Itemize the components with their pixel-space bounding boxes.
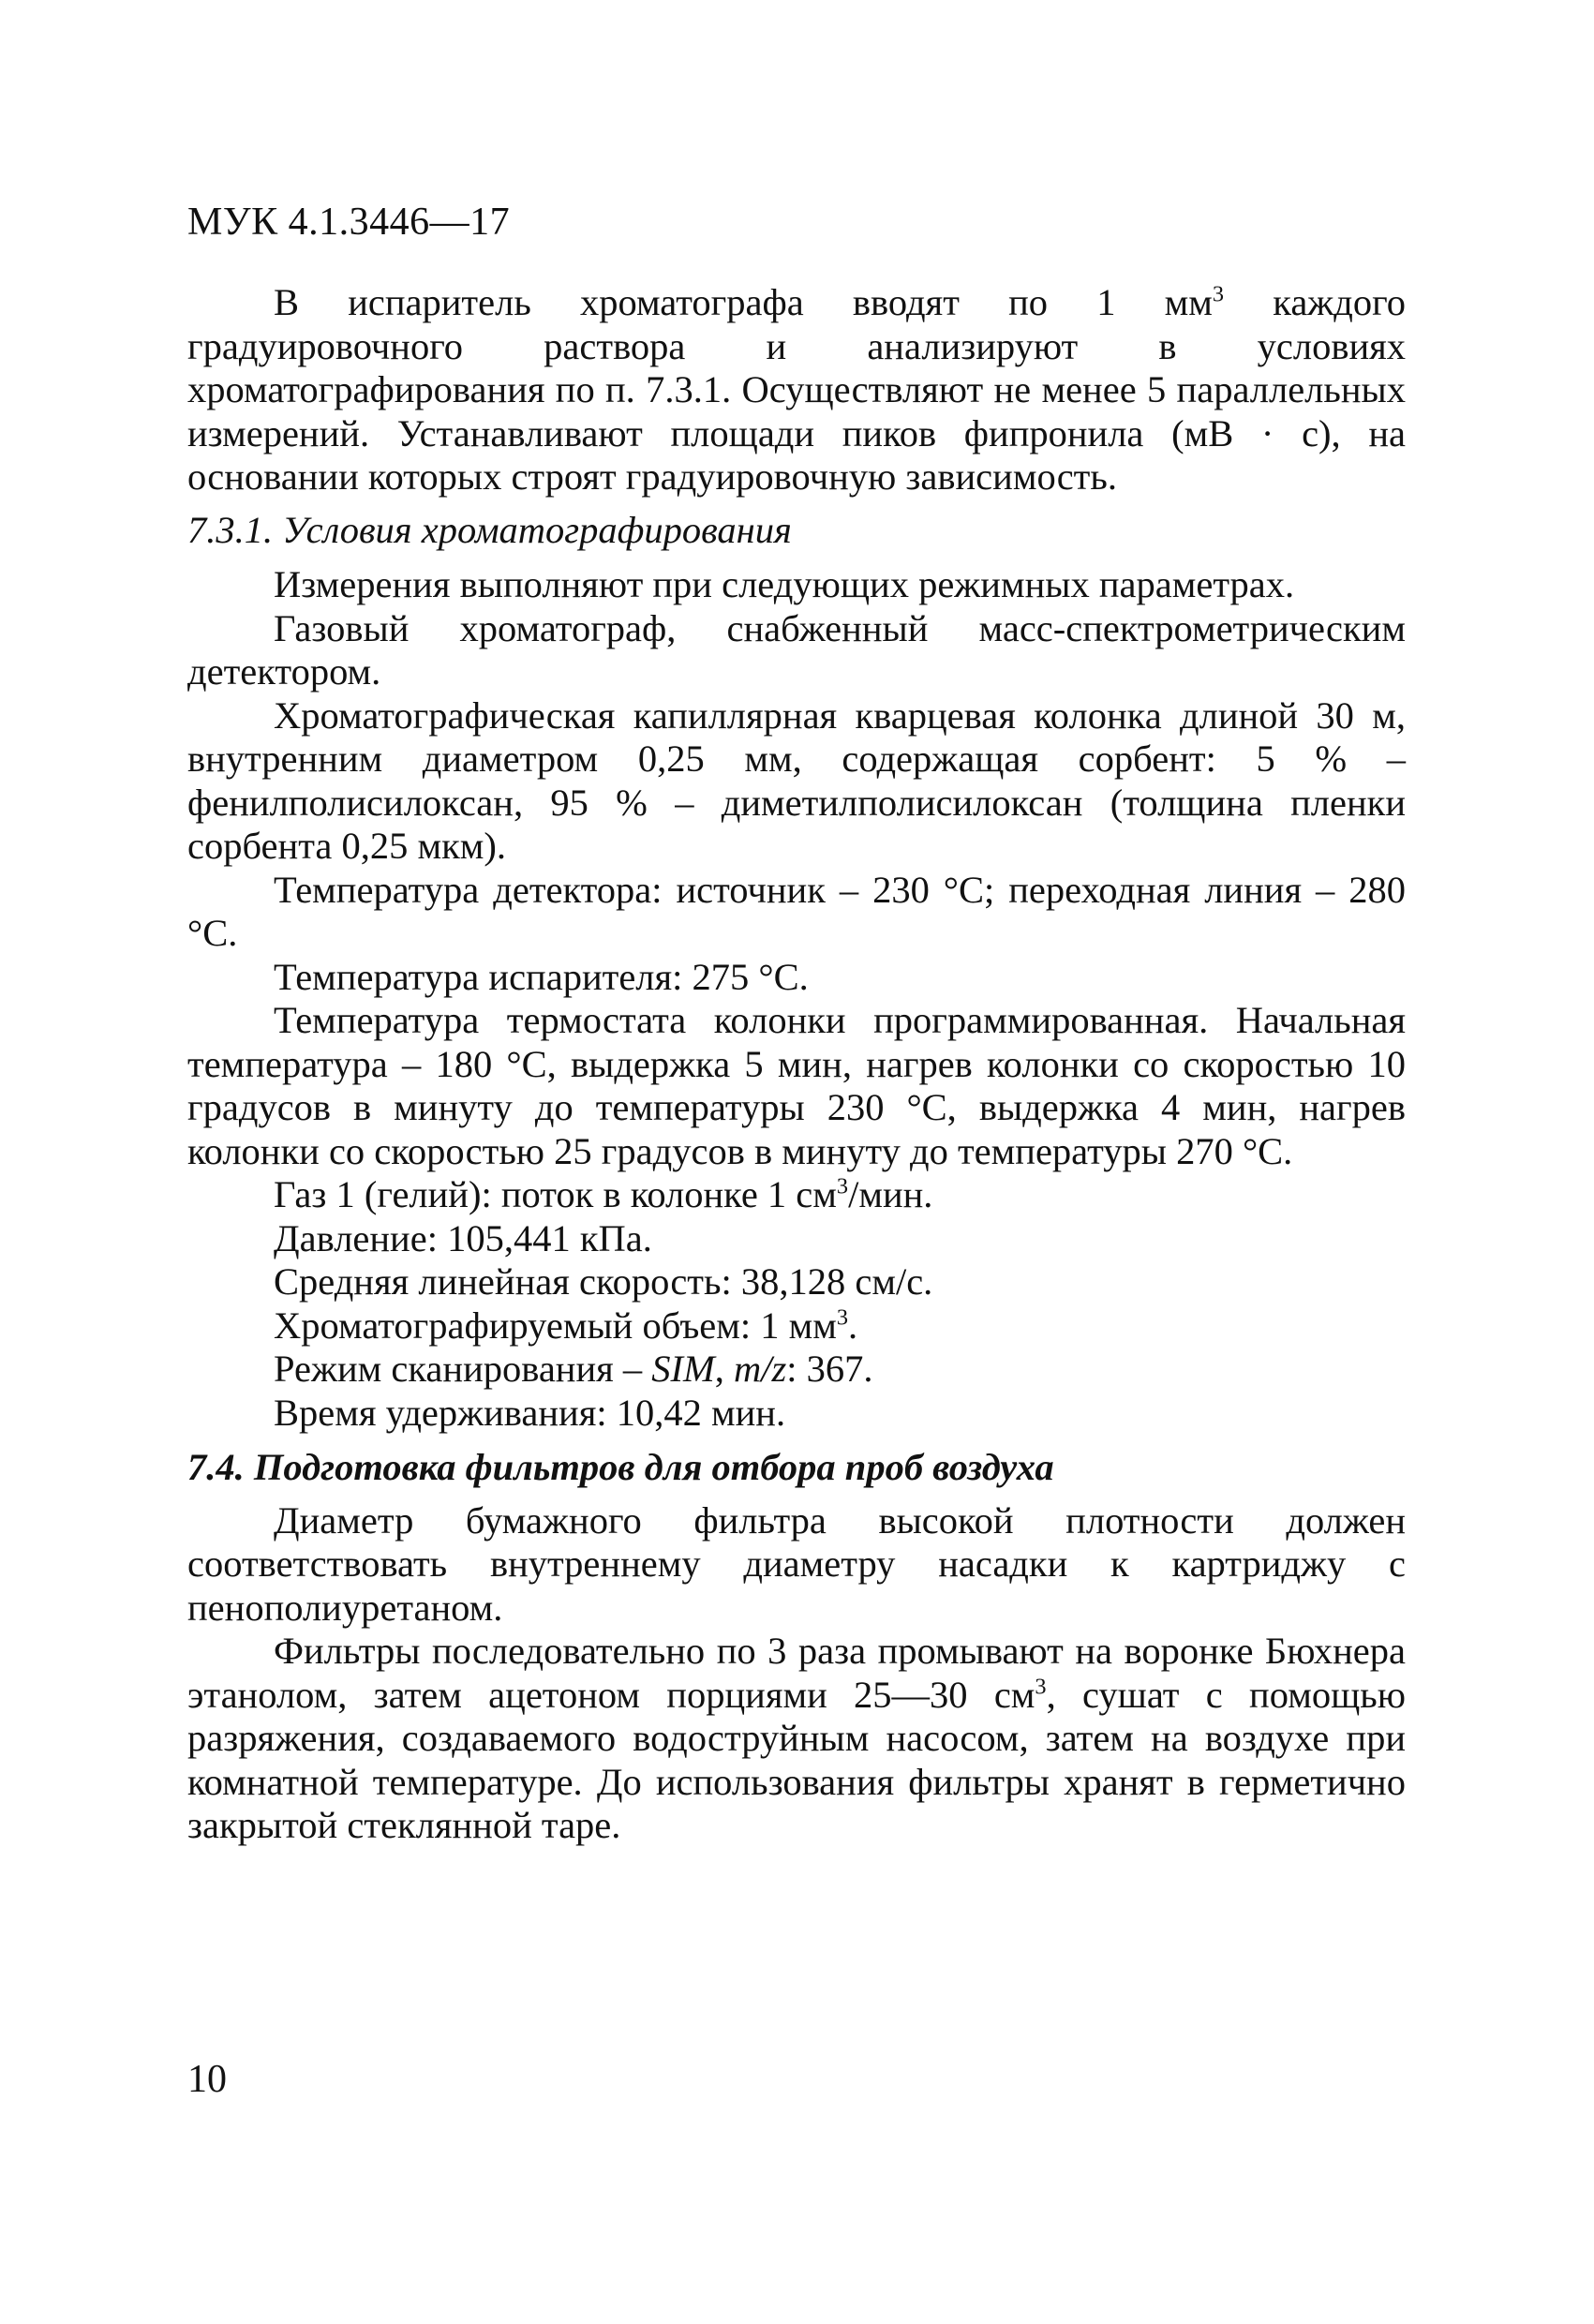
- text-segment: Газ 1 (гелий): поток в колонке 1 см: [274, 1173, 837, 1215]
- paragraph-chromatograph: Газовый хроматограф, снабженный масс-спектрометрическим детектором.: [187, 606, 1406, 693]
- paragraph-scan-mode: [187, 1348, 1406, 1392]
- superscript: 3: [1212, 281, 1225, 307]
- superscript: 3: [836, 1304, 849, 1330]
- superscript: 3: [1035, 1674, 1047, 1699]
- document-code-header: МУК 4.1.3446—17: [187, 201, 511, 244]
- text-segment: Хроматографируемый объем: 1 мм: [274, 1304, 837, 1347]
- text-segment: .: [848, 1304, 858, 1347]
- paragraph-detector-temperature: Температура детектора: источник – 230 °С; переходная линия – 280 °С.: [187, 868, 1406, 954]
- paragraph-column: Хроматографическая капиллярная кварцевая колонка длиной 30 м, внутренним диаметром 0,25 мм, содержащая сорбент: 5 % – фенилполисилоксан, 95 % – диметилполисилоксан (толщина пленки сорбента 0,25 мкм).: [187, 693, 1406, 867]
- text-segment: Фильтры последовательно по 3 раза промывают на воронке Бюхнера этанолом, затем ацетоном порциями 25—30 см: [187, 1630, 1406, 1716]
- text-segment: : 367.: [786, 1348, 873, 1390]
- paragraph-filter-washing: [187, 1630, 1406, 1848]
- paragraph-injection-volume: [187, 1304, 1406, 1348]
- paragraph-measurements: Измерения выполняют при следующих режимных параметрах.: [274, 563, 1295, 605]
- paragraph-pressure: Давление: 105,441 кПа.: [274, 1216, 652, 1259]
- section-heading-7-4: 7.4. Подготовка фильтров для отбора проб воздуха: [187, 1446, 1054, 1488]
- italic-term: SIM: [651, 1348, 715, 1390]
- paragraph-linear-velocity: Средняя линейная скорость: 38,128 см/с.: [274, 1260, 933, 1303]
- page-number: 10: [187, 2058, 227, 2101]
- italic-term: m/z: [734, 1348, 787, 1390]
- document-body: [187, 281, 1406, 1848]
- paragraph-evaporator-temperature: Температура испарителя: 275 °С.: [274, 955, 809, 998]
- text-segment: Режим сканирования –: [274, 1348, 652, 1390]
- paragraph-carrier-gas: [187, 1173, 1406, 1217]
- text-segment: /мин.: [848, 1173, 933, 1215]
- text-segment: В испаритель хроматографа вводят по 1 мм: [274, 281, 1213, 323]
- paragraph-retention-time: Время удерживания: 10,42 мин.: [274, 1391, 786, 1434]
- superscript: 3: [836, 1173, 849, 1199]
- text-segment: каждого градуировочного раствора и анализируют в условиях хроматографирования по п. 7.3.1. Осуществляют не менее 5 параллельных измерений. Устанавливают площади пиков фипронила (мВ · с), на основании которых строят градуировочную зависимость.: [187, 281, 1406, 498]
- paragraph-calibration: [187, 281, 1406, 499]
- subheading-7-3-1: 7.3.1. Условия хроматографирования: [187, 508, 792, 551]
- text-segment: , сушат с помощью разряжения, создаваемого водоструйным насосом, затем на воздухе при комнатной температуре. До использования фильтры хранят в герметично закрытой стеклянной таре.: [187, 1673, 1406, 1846]
- paragraph-filter-diameter: Диаметр бумажного фильтра высокой плотности должен соответствовать внутреннему диаметру насадки к картриджу с пенополиуретаном.: [187, 1498, 1406, 1629]
- text-segment: ,: [714, 1348, 735, 1390]
- paragraph-thermostat-program: Температура термостата колонки программированная. Начальная температура – 180 °С, выдержка 5 мин, нагрев колонки со скоростью 10 градусов в минуту до температуры 230 °С, выдержка 4 мин, нагрев колонки со скоростью 25 градусов в минуту до температуры 270 °С.: [187, 999, 1406, 1172]
